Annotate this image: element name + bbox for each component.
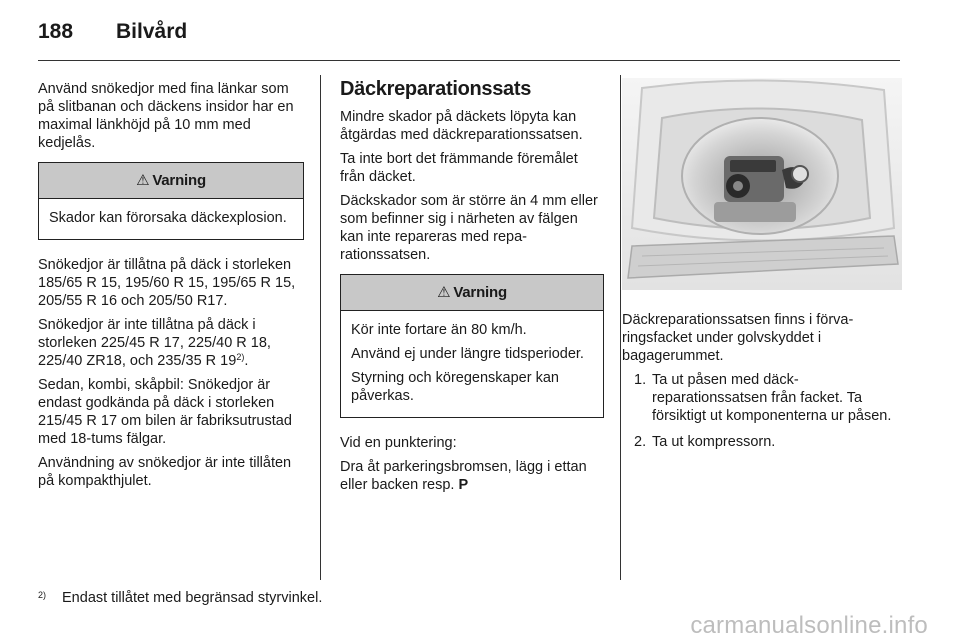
- warning-heading: ⚠ Varning: [39, 163, 303, 199]
- warning-body: [39, 199, 303, 239]
- column-2: [340, 78, 604, 500]
- trunk-compartment-photo: [622, 78, 902, 290]
- puncture-paragraph: Vid en punktering:: [340, 435, 457, 451]
- steps-list: [622, 371, 904, 451]
- footnote-text: Endast tillåtet med begränsad styrvinkel.: [62, 590, 323, 606]
- kit-location-paragraph: Däckreparationssatsen finns i förvaringsfacket under golvskyddet i bagagerummet.: [622, 312, 854, 364]
- repair-kit-intro: Mindre skador på däckets löpyta kan åtgärdas med däckreparationssatsen.: [340, 109, 583, 143]
- compact-wheel-paragraph: Användning av snökedjor är inte tillåten på kompakthjulet.: [38, 455, 292, 489]
- damage-size-paragraph: Däckskador som är större än 4 mm eller som befinner sig i närheten av fälgen kan inte repareras med reparationssatsen.: [340, 193, 598, 263]
- warning-heading: ⚠ Varning: [341, 275, 603, 311]
- header-divider: [38, 60, 900, 61]
- not-allowed-sizes-paragraph: Snökedjor är inte tillåtna på däck i storleken 225/45 R 17, 225/40 R 18, 225/40 ZR18, och 235/35 R 19$^{2)}$.: [38, 317, 271, 369]
- warning-body: [341, 311, 603, 417]
- snow-chains-intro: Använd snökedjor med fina länkar som på slitbanan och däckens insidor har en maximal länkhöjd på 10 mm med kedjelås.: [38, 81, 294, 151]
- parking-brake-paragraph: Dra åt parkeringsbromsen, lägg i ettan eller backen resp. P: [340, 459, 587, 493]
- warning-triangle-icon: ⚠: [437, 284, 451, 301]
- foreign-object-paragraph: Ta inte bort det främmande föremålet från däcket.: [340, 151, 578, 185]
- footnote-ref: 2): [236, 352, 245, 362]
- column-1: [38, 80, 304, 496]
- list-item: 1. Ta ut påsen med däckreparationssatsen från facket. Ta försiktigt ut komponenterna ur påsen.: [634, 372, 892, 424]
- page-number: 188: [38, 20, 74, 43]
- column-divider-2: [620, 75, 621, 580]
- warning-line-speed: Kör inte fortare än 80 km/h.: [351, 322, 527, 338]
- watermark: carmanualsonline.info: [690, 612, 928, 639]
- warning-line-handling: Styrning och köregenskaper kan påverkas.: [351, 370, 559, 404]
- column-3: [622, 78, 904, 459]
- warning-line-duration: Använd ej under längre tidsperioder.: [351, 346, 584, 362]
- warning-box-2: [340, 274, 604, 418]
- list-item: 2. Ta ut kompressorn.: [634, 434, 776, 450]
- warning-triangle-icon: ⚠: [136, 172, 150, 189]
- allowed-sizes-paragraph: Snökedjor är tillåtna på däck i storleken 185/65 R 15, 195/60 R 15, 195/65 R 15, 205/55 R 16 och 205/50 R17.: [38, 257, 296, 309]
- page-title: Bilvård: [116, 20, 188, 43]
- warning-box-1: [38, 162, 304, 240]
- footnote-mark: 2): [38, 590, 47, 600]
- section-heading: Däckreparationssats: [340, 78, 532, 100]
- footnote: [38, 590, 322, 606]
- column-divider-1: [320, 75, 321, 580]
- warning-text: Skador kan förorsaka däckexplosion.: [49, 210, 287, 226]
- body-type-paragraph: Sedan, kombi, skåpbil: Snökedjor är endast godkända på däck i storleken 215/45 R 17 om bilen är fabriksutrustad med 18-tums fälgar.: [38, 377, 292, 447]
